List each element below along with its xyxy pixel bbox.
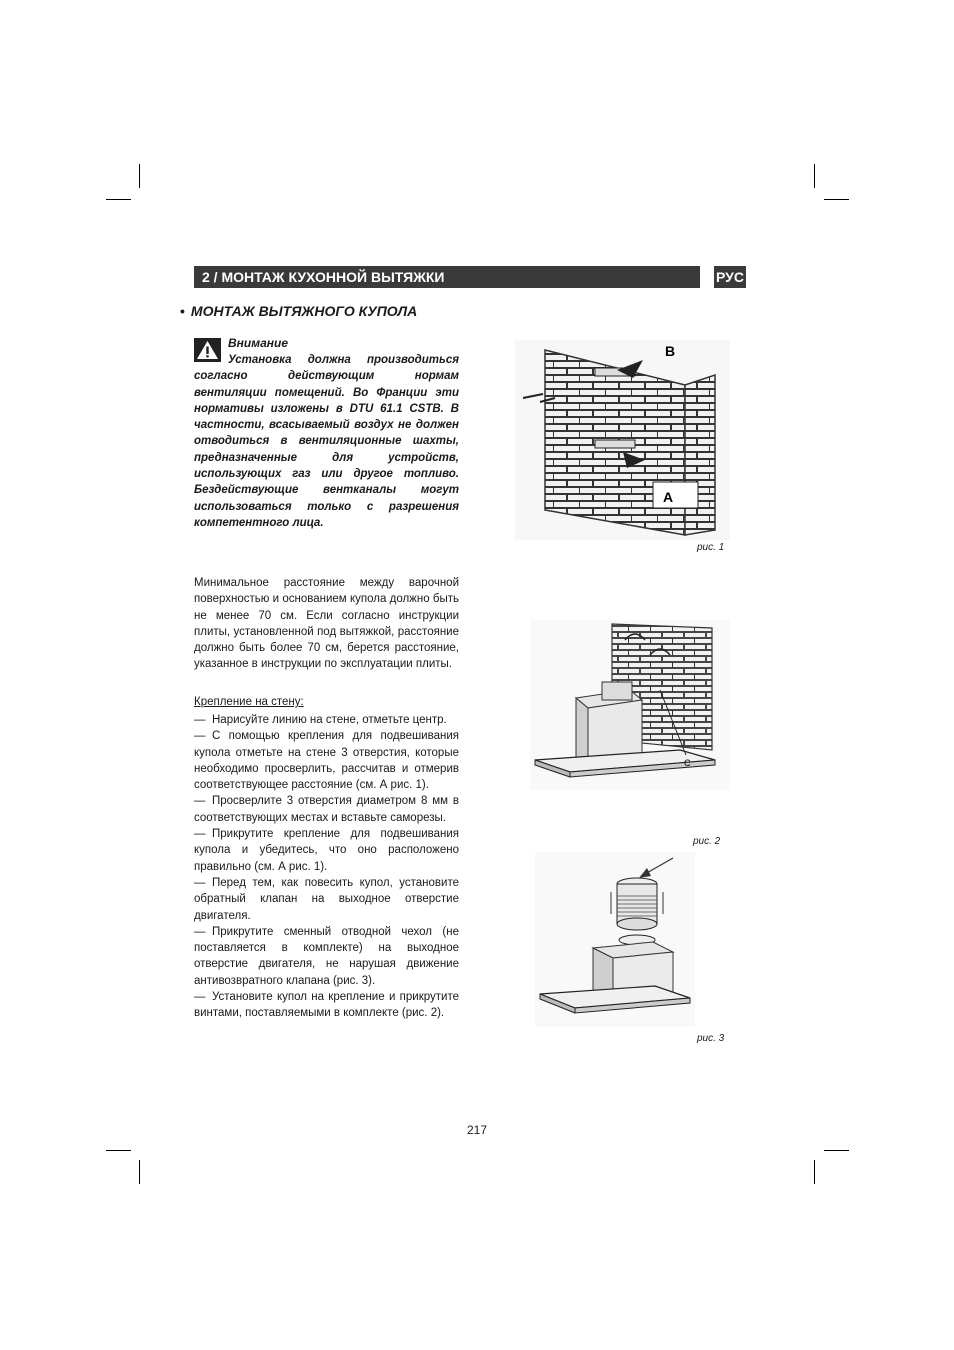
dash: —: [194, 714, 206, 726]
figure-1-label-b: B: [665, 343, 676, 359]
dash: —: [194, 828, 206, 841]
subsection-title: [180, 303, 417, 319]
warning-heading: Внимание: [228, 336, 289, 350]
dash: —: [194, 925, 206, 938]
figure-3-duct-valve: [535, 852, 695, 1027]
bullet: •: [180, 303, 185, 319]
language-badge: РУС: [714, 266, 746, 288]
crop-mark: [814, 164, 815, 188]
dash: —: [194, 730, 206, 743]
page-number: 217: [466, 1123, 488, 1137]
figure-1-label-a: A: [663, 489, 674, 505]
dash: —: [194, 795, 206, 808]
subsection-title-text: МОНТАЖ ВЫТЯЖНОГО КУПОЛА: [190, 303, 418, 319]
wall-mounting-heading: Крепление на стену:: [194, 696, 304, 708]
crop-mark: [139, 164, 140, 188]
section-header: 2 / МОНТАЖ КУХОННОЙ ВЫТЯЖКИ: [194, 266, 700, 288]
crop-mark: [106, 1150, 131, 1151]
crop-mark: [106, 199, 131, 200]
dash: —: [194, 991, 206, 1004]
min-distance-paragraph: Минимальное расстояние между варочной поверхностью и основанием купола должно быть не менее 70 см. Если согласно инструкции плиты, установленной под вытяжкой, расстояние должно быть более 70 см, берется расстояние, указанное в инструкции по эксплуатации плиты.: [194, 577, 459, 671]
warning-text: Установка должна производиться согласно действующим нормам вентиляции помещений. Во Франции эти нормативы изложены в DTU 61.1 CSTB. В частности, всасываемый воздух не должен отводиться в вентиляционные шахты, предназначенные для устройств, использующих газ или другое топливо. Бездействующие вентканалы могут использоваться только с разрешения компетентного лица.: [194, 354, 459, 529]
crop-mark: [814, 1160, 815, 1184]
figure-2-caption: рис. 2: [693, 836, 721, 847]
figure-1-wall-bracket: [515, 340, 730, 540]
list-item: — Прикрутите крепление для подвешивания купола и убедитесь, что оно расположено правильно (см. А рис. 1).: [194, 828, 459, 873]
list-item: — Нарисуйте линию на стене, отметьте центр.: [194, 712, 459, 728]
figure-1-caption: рис. 1: [697, 542, 725, 553]
figure-2-hood-mounted: [530, 620, 730, 790]
crop-mark: [824, 1150, 849, 1151]
list-item: — Просверлите 3 отверстия диаметром 8 мм в соответствующих местах и вставьте саморезы.: [194, 795, 459, 824]
list-item: — Установите купол на крепление и прикрутите винтами, поставляемыми в комплекте (рис. 2).: [194, 991, 459, 1020]
list-item: — Прикрутите сменный отводной чехол (не поставляется в комплекте) на выходное отверстие двигателя, не нарушая движение антивозвратного клапана (рис. 3).: [194, 925, 459, 987]
crop-mark: [824, 199, 849, 200]
wall-mounting-steps: [194, 712, 459, 1022]
dash: —: [194, 876, 206, 889]
figure-2-label-c: C: [684, 758, 691, 768]
crop-mark: [139, 1160, 140, 1184]
list-item: — С помощью крепления для подвешивания купола отметьте на стене 3 отверстия, которые необходимо просверлить, рассчитав и отмерив соответствующее расстояние (см. А рис. 1).: [194, 730, 459, 792]
figure-3-caption: рис. 3: [697, 1033, 725, 1044]
list-item: — Перед тем, как повесить купол, установите обратный клапан на выходное отверстие двигателя.: [194, 876, 459, 922]
